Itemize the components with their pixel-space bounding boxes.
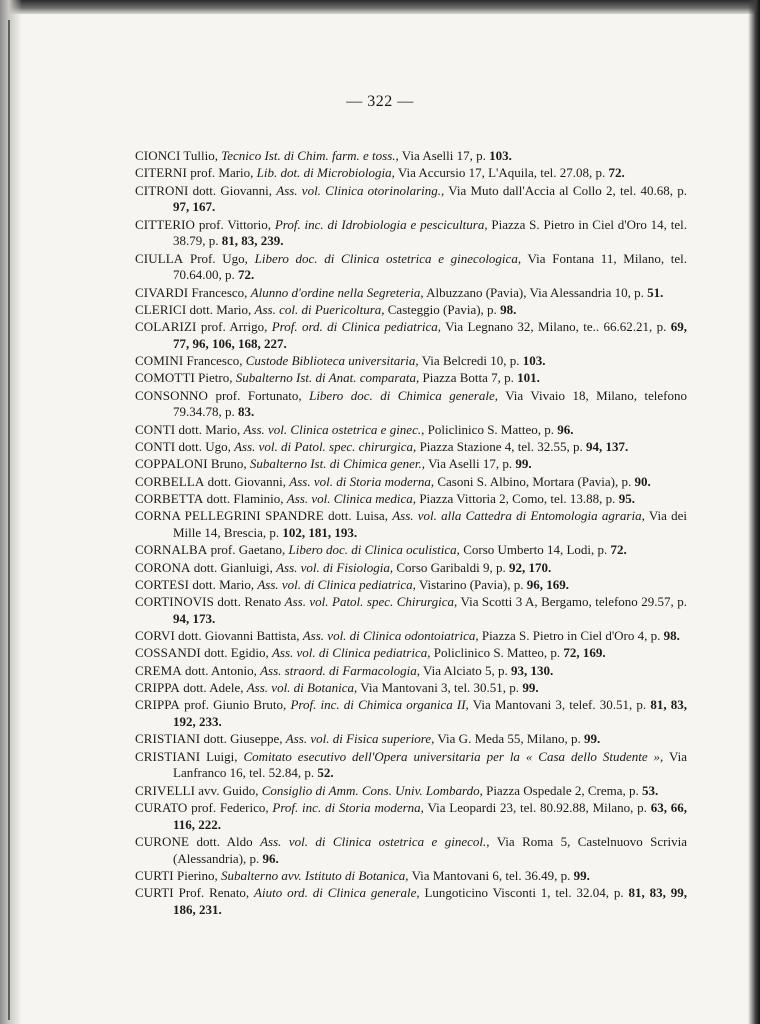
entry-role: Ass. col. di Puericoltura, <box>254 301 385 317</box>
directory-entry <box>135 456 687 473</box>
directory-entry <box>135 680 687 697</box>
entry-address: Lungoticino Visconti 1, tel. 32.04, p. <box>419 885 629 901</box>
entry-address: Via Aselli 17, p. <box>425 456 516 472</box>
entry-surname: CRISTIANI <box>135 748 201 764</box>
entry-surname: CITRONI <box>135 182 189 198</box>
entry-address: Via G. Meda 55, Milano, p. <box>434 731 584 747</box>
entry-surname: CRIPPA <box>135 697 180 713</box>
entry-role: Prof. ord. di Clinica pediatrica, <box>271 319 442 335</box>
entry-name: avv. Guido, <box>195 782 262 798</box>
entry-name: dott. Flaminio, <box>203 490 287 506</box>
entry-pages: 99. <box>583 731 601 747</box>
entry-address: Via Mantovani 3, telef. 30.51, p. <box>468 697 651 713</box>
entry-address: Via Leopardi 23, tel. 80.92.88, Milano, p. <box>423 799 651 815</box>
directory-entry <box>135 560 687 577</box>
entry-name: Prof. Renato, <box>173 885 255 901</box>
entry-name: prof. Mario, <box>186 165 257 181</box>
entry-address: Corso Garibaldi 9, p. <box>393 559 509 575</box>
directory-entry <box>135 285 687 302</box>
directory-entry <box>135 302 687 319</box>
entry-pages: 63, 66, 116, 222. <box>173 799 688 832</box>
entry-name: Tullio, <box>180 148 222 163</box>
entry-address: Vistarino (Pavia), p. <box>415 576 527 592</box>
directory-entry <box>135 148 687 165</box>
scan-edge-right <box>748 0 760 1024</box>
entry-name: dott. Giovanni Battista, <box>174 628 303 644</box>
entry-surname: CONSONNO <box>135 387 209 403</box>
entry-surname: CIVARDI <box>135 284 189 300</box>
entry-pages: 81, 83, 99, 186, 231. <box>173 885 687 917</box>
entry-pages: 52. <box>317 765 334 781</box>
entry-name: prof. Gaetano, <box>207 542 289 558</box>
entry-pages: 90. <box>634 473 651 489</box>
entry-address: Via Aselli 17, p. <box>398 148 490 163</box>
directory-entry <box>135 868 687 885</box>
directory-entry <box>135 370 687 387</box>
entry-role: Alunno d'ordine nella Segreteria, <box>250 284 424 300</box>
entry-name: Francesco, <box>183 353 246 369</box>
entry-address: Piazza Vittoria 2, Como, tel. 13.88, p. <box>416 490 619 506</box>
entry-pages: 98. <box>500 301 517 317</box>
entry-pages: 72. <box>608 165 625 181</box>
scan-edge-left <box>0 0 22 1024</box>
entry-surname: COMINI <box>135 353 184 369</box>
entry-pages: 102, 181, 193. <box>282 524 358 540</box>
entry-role: Ass. vol. di Clinica pediatrica, <box>257 576 416 592</box>
entry-pages: 99. <box>573 867 590 883</box>
entry-surname: CURTI <box>135 867 174 883</box>
entry-role: Prof. inc. di Idrobiologia e pescicultura, <box>274 216 488 232</box>
entry-pages: 72, 169. <box>563 645 606 661</box>
entry-surname: CLERICI <box>135 301 187 317</box>
entry-pages: 83. <box>238 404 255 420</box>
scan-edge-top <box>0 0 760 14</box>
entry-surname: COSSANDI <box>135 645 201 661</box>
entry-address: Via Mantovani 6, tel. 36.49, p. <box>408 867 574 883</box>
directory-entry <box>135 439 687 456</box>
entry-role: Consiglio di Amm. Cons. Univ. Lombardo, <box>261 782 483 798</box>
entry-surname: CORTESI <box>135 576 190 592</box>
entry-surname: CRISTIANI <box>135 731 201 747</box>
entry-pages: 72. <box>610 542 627 558</box>
entry-role: Tecnico Ist. di Chim. farm. e toss., <box>221 148 399 163</box>
entry-surname: CREMA <box>135 662 182 678</box>
entry-role: Ass. vol. alla Cattedra di Entomologia agraria, <box>392 508 645 524</box>
entry-surname: COLARIZI <box>135 319 197 335</box>
entry-role: Ass. vol. Clinica ostetrica e ginec., <box>243 421 425 437</box>
entry-role: Ass. vol. di Storia moderna, <box>289 473 435 489</box>
entry-address: Piazza S. Pietro in Ciel d'Oro 14, tel. 38.79, p. <box>173 216 687 249</box>
directory-entry <box>135 422 687 439</box>
entry-surname: CORVI <box>135 628 175 644</box>
directory-entry <box>135 749 687 782</box>
directory-entry <box>135 183 687 216</box>
entry-role: Ass. vol. di Clinica ostetrica e ginecol., <box>260 833 490 849</box>
entry-role: Ass. vol. di Clinica odontoiatrica, <box>302 628 479 644</box>
entry-address: Via Belcredi 10, p. <box>418 353 523 369</box>
entry-role: Ass. straord. di Farmacologia, <box>260 662 420 678</box>
entry-surname: CURONE <box>135 833 190 849</box>
directory-entry <box>135 542 687 559</box>
entry-role: Aiuto ord. di Clinica generale, <box>254 885 420 901</box>
entry-address: Piazza Stazione 4, tel. 32.55, p. <box>416 439 586 455</box>
entry-address: Piazza S. Pietro in Ciel d'Oro 4, p. <box>478 628 664 644</box>
entry-pages: 92, 170. <box>509 559 552 575</box>
entry-role: Custode Biblioteca universitaria, <box>245 353 419 369</box>
entry-pages: 97, 167. <box>173 199 216 215</box>
directory-entry <box>135 731 687 748</box>
entry-role: Libero doc. di Chimica generale, <box>309 387 498 403</box>
directory-entry <box>135 577 687 594</box>
entry-role: Ass. vol. di Clinica pediatrica, <box>271 645 431 661</box>
entry-surname: CURATO <box>135 799 188 815</box>
entry-name: dott. Giuseppe, <box>200 731 286 747</box>
entry-name: dott. Egidio, <box>200 645 272 661</box>
entry-pages: 94, 137. <box>586 439 629 455</box>
entry-role: Libero doc. di Clinica ostetrica e ginecologica, <box>254 250 522 266</box>
entry-pages: 81, 83, 192, 233. <box>173 697 688 730</box>
entry-address: Albuzzano (Pavia), Via Alessandria 10, p. <box>423 284 648 300</box>
entry-pages: 51. <box>647 284 664 300</box>
entry-address: Via Legnano 32, Milano, te.. 66.62.21, p. <box>441 319 671 335</box>
entry-pages: 95. <box>618 490 635 506</box>
entry-role: Ass. vol. Clinica medica, <box>286 490 417 506</box>
entry-pages: 103. <box>489 148 512 163</box>
entry-role: Lib. dot. di Microbiologia, <box>256 165 395 181</box>
entry-surname: CORONA <box>135 559 191 575</box>
entry-name: dott. Mario, <box>175 421 244 437</box>
entry-surname: CITTERIO <box>135 216 196 232</box>
entry-role: Subalterno Ist. di Chimica gener., <box>249 456 426 472</box>
directory-entry <box>135 165 687 182</box>
page-number: — 322 — <box>346 93 414 110</box>
directory-entry <box>135 783 687 800</box>
directory-entry <box>135 251 687 284</box>
entry-address: Via Scotti 3 A, Bergamo, telefono 29.57, p. <box>457 594 687 610</box>
entry-name: Luigi, <box>200 748 244 764</box>
entry-address: Via dei Mille 14, Brescia, p. <box>173 508 687 540</box>
entry-pages: 99. <box>522 680 539 696</box>
entry-name: prof. Fortunato, <box>208 387 310 403</box>
entry-pages: 53. <box>642 782 659 798</box>
directory-entry <box>135 388 687 421</box>
entry-name: prof. Giunio Bruto, <box>179 697 291 713</box>
directory-entry <box>135 508 687 541</box>
entry-address: Piazza Botta 7, p. <box>419 370 518 386</box>
entry-role: Ass. vol. Patol. spec. Chirurgica, <box>284 594 458 610</box>
entry-surname: CRIPPA <box>135 680 180 696</box>
entry-role: Subalterno Ist. di Anat. comparata, <box>235 370 420 386</box>
entry-pages: 96. <box>557 421 574 437</box>
entry-surname: CIULLA <box>135 250 184 266</box>
entry-surname: COMOTTI <box>135 370 195 386</box>
entry-name: prof. Vittorio, <box>195 216 275 232</box>
entry-name: dott. Giovanni, <box>204 473 290 489</box>
entry-pages: 96. <box>262 850 279 866</box>
entry-pages: 96, 169. <box>526 576 570 592</box>
entry-surname: CORBETTA <box>135 490 204 506</box>
entry-name: dott. Antonio, <box>181 662 261 678</box>
entry-role: Subalterno avv. Istituto di Botanica, <box>221 867 409 883</box>
entry-pages: 98. <box>663 628 680 644</box>
entry-name: Pietro, <box>194 370 236 386</box>
entry-address: Via Mantovani 3, tel. 30.51, p. <box>357 680 523 696</box>
entry-role: Ass. vol. di Patol. spec. chirurgica, <box>234 439 417 455</box>
entry-pages: 72. <box>238 267 255 283</box>
entry-role: Ass. vol. di Fisica superiore, <box>285 731 435 747</box>
entry-role: Prof. inc. di Storia moderna, <box>272 799 424 815</box>
directory-entry <box>135 628 687 645</box>
entry-surname: CORBELLA <box>135 473 205 489</box>
entry-role: Comitato esecutivo dell'Opera universitaria per la « Casa dello Studente », <box>243 748 664 764</box>
entry-name: prof. Federico, <box>187 799 273 815</box>
directory-entries <box>135 148 687 919</box>
directory-entry <box>135 697 687 730</box>
entry-surname: CRIVELLI <box>135 782 196 798</box>
directory-entry <box>135 491 687 508</box>
entry-address: Corso Umberto 14, Lodi, p. <box>459 542 611 558</box>
entry-name: prof. Arrigo, <box>196 319 272 335</box>
directory-entry <box>135 834 687 867</box>
entry-address: Casteggio (Pavia), p. <box>384 301 501 317</box>
entry-surname: CONTI <box>135 421 176 437</box>
entry-name: dott. Renato <box>213 594 285 610</box>
directory-entry <box>135 217 687 250</box>
directory-entry <box>135 319 687 352</box>
entry-role: Ass. vol. Clinica otorinolaring., <box>276 182 445 198</box>
entry-pages: 93, 130. <box>511 662 554 678</box>
entry-role: Ass. vol. di Botanica, <box>246 680 358 696</box>
entry-address: Via Fontana 11, Milano, tel. 70.64.00, p. <box>173 250 688 283</box>
entry-surname: CORNALBA <box>135 542 208 558</box>
directory-entry <box>135 800 687 833</box>
directory-entry <box>135 594 687 627</box>
entry-name: Pierino, <box>173 867 222 883</box>
directory-entry <box>135 885 687 918</box>
entry-pages: 103. <box>522 353 546 369</box>
entry-address: Via Accursio 17, L'Aquila, tel. 27.08, p. <box>394 165 609 181</box>
entry-surname: CONTI <box>135 439 176 455</box>
directory-entry <box>135 645 687 662</box>
entry-surname: CORTINOVIS <box>135 594 214 610</box>
entry-pages: 69, 77, 96, 106, 168, 227. <box>173 319 688 351</box>
entry-pages: 81, 83, 239. <box>221 233 284 249</box>
entry-surname: CITERNI <box>135 165 187 181</box>
entry-name: dott. Aldo <box>189 833 261 849</box>
directory-entry <box>135 353 687 370</box>
binding-line <box>8 20 10 1020</box>
entry-pages: 101. <box>517 370 540 386</box>
entry-surname: CORNA PELLEGRINI SPANDRE <box>135 508 324 524</box>
entry-surname: CURTI <box>135 885 174 901</box>
entry-name: dott. Adele, <box>179 680 247 696</box>
entry-role: Libero doc. di Clinica oculistica, <box>288 542 460 558</box>
entry-name: dott. Giovanni, <box>188 182 277 198</box>
entry-address: Via Lanfranco 16, tel. 52.84, p. <box>173 748 687 781</box>
entry-role: Ass. vol. di Fisiologia, <box>276 559 394 575</box>
entry-surname: COPPALONI <box>135 456 208 472</box>
entry-address: Piazza Ospedale 2, Crema, p. <box>482 782 643 798</box>
entry-name: dott. Mario, <box>189 576 258 592</box>
entry-address: Via Alciato 5, p. <box>419 662 512 678</box>
entry-name: dott. Ugo, <box>175 439 235 455</box>
directory-entry <box>135 474 687 491</box>
entry-surname: CIONCI <box>135 148 181 163</box>
entry-name: dott. Mario, <box>186 301 255 317</box>
entry-address: Via Muto dall'Accia al Collo 2, tel. 40.68, p. <box>444 182 687 198</box>
entry-address: Casoni S. Albino, Mortara (Pavia), p. <box>434 473 635 489</box>
directory-entry <box>135 663 687 680</box>
entry-role: Prof. inc. di Chimica organica II, <box>290 697 469 713</box>
entry-name: dott. Luisa, <box>323 508 393 524</box>
entry-name: dott. Gianluigi, <box>190 559 277 575</box>
entry-name: Prof. Ugo, <box>183 250 255 266</box>
entry-address: Via Roma 5, Castelnuovo Scrivia (Alessandria), p. <box>173 833 687 866</box>
entry-address: Policlinico S. Matteo, p. <box>424 421 558 437</box>
entry-address: Policlinico S. Matteo, p. <box>430 645 564 661</box>
entry-pages: 99. <box>515 456 532 472</box>
entry-pages: 94, 173. <box>173 610 216 626</box>
entry-name: Francesco, <box>188 284 251 300</box>
entry-address: Via Vivaio 18, Milano, telefono 79.34.78, p. <box>173 387 687 420</box>
entry-name: Bruno, <box>207 456 250 472</box>
